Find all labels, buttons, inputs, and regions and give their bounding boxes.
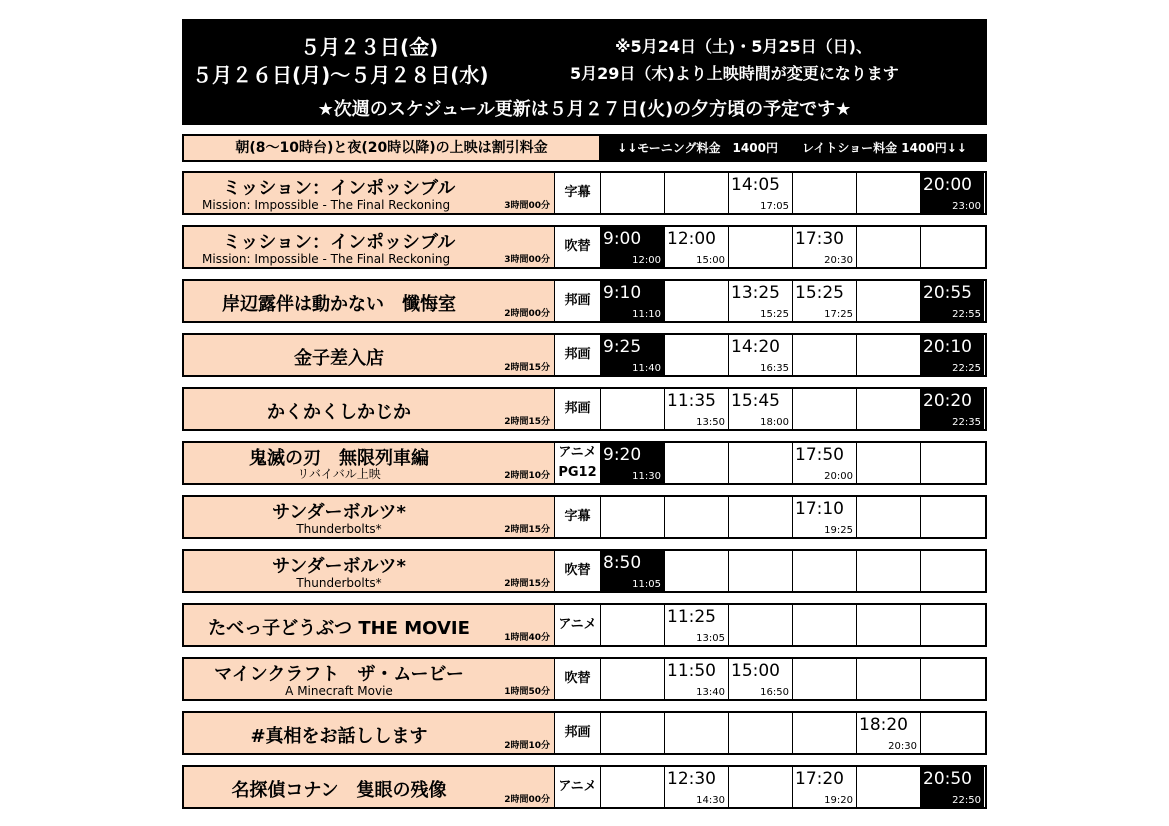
showtime-end: 11:05 [632, 579, 661, 590]
empty-slot [921, 713, 984, 753]
showtime-slot [665, 767, 729, 807]
header-dates-line1: ５月２３日(金) [300, 35, 439, 59]
format-label: 邦画 [564, 401, 591, 416]
showtime-slot [665, 227, 729, 267]
empty-slot [665, 497, 729, 537]
showtime-start: 15:45 [731, 391, 780, 411]
movie-title: 名探偵コナン 隻眼の残像 [231, 780, 447, 801]
movie-row [182, 603, 987, 647]
empty-slot [921, 227, 984, 267]
format-label: 吹替 [564, 671, 591, 686]
movie-format [555, 767, 601, 807]
movie-duration: 1時間50分 [504, 687, 550, 697]
showtime-end: 18:00 [760, 417, 789, 428]
empty-slot [601, 173, 665, 213]
empty-slot [601, 605, 665, 645]
empty-slot [665, 551, 729, 591]
movie-duration: 2時間00分 [504, 795, 550, 805]
movie-subtitle: A Minecraft Movie [285, 684, 393, 698]
movie-title: 岸辺露伴は動かない 懺悔室 [222, 294, 456, 315]
movie-row [182, 387, 987, 431]
showtime-slot [921, 389, 984, 429]
movie-subtitle: リバイバル上映 [297, 467, 381, 481]
showtime-slot [857, 713, 921, 753]
empty-slot [857, 551, 921, 591]
empty-slot [857, 335, 921, 375]
movie-row [182, 279, 987, 323]
showtime-end: 20:30 [824, 255, 853, 266]
movie-title-cell [184, 443, 555, 483]
empty-slot [665, 443, 729, 483]
empty-slot [665, 281, 729, 321]
movie-format [555, 659, 601, 699]
showtime-end: 13:40 [696, 687, 725, 698]
showtime-end: 22:35 [952, 417, 981, 428]
movie-duration: 2時間10分 [504, 471, 550, 481]
showtime-slot [793, 443, 857, 483]
showtime-start: 9:20 [603, 445, 642, 465]
empty-slot [857, 389, 921, 429]
showtime-slot [665, 389, 729, 429]
movie-title: サンダーボルツ* [272, 556, 406, 577]
showtime-slot [729, 389, 793, 429]
movie-format [555, 389, 601, 429]
empty-slot [601, 713, 665, 753]
movie-title: ミッション：インポッシブル [222, 178, 456, 199]
movie-title-cell [184, 659, 555, 699]
movie-row [182, 225, 987, 269]
movie-format [555, 551, 601, 591]
movie-title: #真相をお話しします [250, 726, 428, 747]
showtime-slot [793, 497, 857, 537]
showtime-start: 12:00 [667, 229, 716, 249]
movie-row [182, 441, 987, 485]
showtime-slot [601, 443, 665, 483]
movie-duration: 2時間15分 [504, 525, 550, 535]
movie-duration: 2時間15分 [504, 579, 550, 589]
showtime-end: 15:00 [696, 255, 725, 266]
empty-slot [729, 443, 793, 483]
movie-title-cell [184, 767, 555, 807]
empty-slot [729, 497, 793, 537]
discount-note: 朝(8～10時台)と夜(20時以降)の上映は割引料金 [184, 136, 599, 160]
movie-format [555, 335, 601, 375]
empty-slot [729, 551, 793, 591]
movie-format [555, 497, 601, 537]
empty-slot [729, 767, 793, 807]
empty-slot [921, 497, 984, 537]
movie-row [182, 549, 987, 593]
showtime-start: 17:30 [795, 229, 844, 249]
format-label: 吹替 [564, 563, 591, 578]
showtime-slot [729, 173, 793, 213]
format-label: PG12 [558, 465, 597, 480]
format-label: 邦画 [564, 725, 591, 740]
movie-title: ミッション：インポッシブル [222, 232, 456, 253]
showtime-end: 19:25 [824, 525, 853, 536]
movie-format [555, 605, 601, 645]
showtime-start: 13:25 [731, 283, 780, 303]
empty-slot [793, 389, 857, 429]
movie-title-cell [184, 497, 555, 537]
empty-slot [857, 659, 921, 699]
showtime-slot [601, 335, 665, 375]
showtime-end: 13:50 [696, 417, 725, 428]
showtime-start: 14:20 [731, 337, 780, 357]
empty-slot [857, 605, 921, 645]
format-label: アニメ [558, 445, 597, 460]
empty-slot [857, 227, 921, 267]
showtime-start: 20:50 [923, 769, 972, 789]
header-change-line2: 5月29日（木)より上映時間が変更になります [570, 64, 899, 83]
format-label: アニメ [558, 779, 597, 794]
showtime-start: 17:50 [795, 445, 844, 465]
movie-duration: 2時間00分 [504, 309, 550, 319]
showtime-slot [729, 281, 793, 321]
showtime-slot [665, 659, 729, 699]
movie-duration: 2時間10分 [504, 741, 550, 751]
showtime-start: 17:10 [795, 499, 844, 519]
movie-duration: 2時間15分 [504, 417, 550, 427]
showtime-start: 9:00 [603, 229, 642, 249]
empty-slot [729, 605, 793, 645]
showtime-slot [921, 281, 984, 321]
showtime-start: 8:50 [603, 553, 642, 573]
header-next-update: ★次週のスケジュール更新は５月２７日(火)の夕方頃の予定です★ [317, 99, 852, 120]
movie-duration: 1時間40分 [504, 633, 550, 643]
showtime-start: 9:25 [603, 337, 642, 357]
empty-slot [857, 173, 921, 213]
empty-slot [793, 605, 857, 645]
movie-row [182, 171, 987, 215]
movie-title: マインクラフト ザ・ムービー [214, 664, 464, 685]
empty-slot [665, 713, 729, 753]
showtime-slot [793, 767, 857, 807]
movie-row [182, 495, 987, 539]
showtime-end: 20:30 [888, 741, 917, 752]
movie-title: 鬼滅の刃 無限列車編 [249, 448, 429, 469]
showtime-slot [601, 227, 665, 267]
empty-slot [921, 551, 984, 591]
showtime-start: 18:20 [859, 715, 908, 735]
movie-title: たべっ子どうぶつ THE MOVIE [208, 618, 470, 639]
movie-title-cell [184, 173, 555, 213]
showtime-start: 20:20 [923, 391, 972, 411]
format-label: 邦画 [564, 347, 591, 362]
showtime-start: 11:25 [667, 607, 716, 627]
empty-slot [601, 659, 665, 699]
format-label: 字幕 [564, 509, 591, 524]
showtime-start: 17:20 [795, 769, 844, 789]
showtime-start: 11:50 [667, 661, 716, 681]
showtime-slot [793, 281, 857, 321]
empty-slot [729, 713, 793, 753]
movie-subtitle: Mission: Impossible - The Final Reckoning [202, 198, 451, 212]
showtime-end: 15:25 [760, 309, 789, 320]
empty-slot [665, 173, 729, 213]
showtime-start: 15:00 [731, 661, 780, 681]
movie-title: 金子差入店 [294, 348, 384, 369]
movie-row [182, 333, 987, 377]
discount-prices: ↓↓モーニング料金 1400円 レイトショー料金 1400円↓↓ [599, 136, 985, 160]
empty-slot [665, 335, 729, 375]
format-label: 吹替 [564, 239, 591, 254]
showtime-start: 15:25 [795, 283, 844, 303]
showtime-slot [793, 227, 857, 267]
movie-title-cell [184, 605, 555, 645]
showtime-start: 20:10 [923, 337, 972, 357]
movie-format [555, 281, 601, 321]
showtime-end: 11:40 [632, 363, 661, 374]
movie-duration: 3時間00分 [504, 255, 550, 265]
movie-title-cell [184, 713, 555, 753]
header-change-line1: ※5月24日（土)・5月25日（日)、 [615, 37, 872, 56]
format-label: 邦画 [564, 293, 591, 308]
showtime-end: 17:05 [760, 201, 789, 212]
movie-title-cell [184, 389, 555, 429]
showtime-slot [921, 173, 984, 213]
format-label: 字幕 [564, 185, 591, 200]
empty-slot [921, 605, 984, 645]
showtime-slot [729, 659, 793, 699]
movie-title-cell [184, 227, 555, 267]
showtime-end: 22:25 [952, 363, 981, 374]
movie-duration: 3時間00分 [504, 201, 550, 211]
showtime-end: 13:05 [696, 633, 725, 644]
empty-slot [793, 551, 857, 591]
discount-banner [182, 134, 987, 162]
showtime-end: 20:00 [824, 471, 853, 482]
movie-subtitle: Thunderbolts* [296, 522, 382, 536]
movie-row [182, 657, 987, 701]
showtime-slot [601, 281, 665, 321]
showtime-slot [601, 551, 665, 591]
movie-format [555, 227, 601, 267]
empty-slot [601, 389, 665, 429]
showtime-slot [665, 605, 729, 645]
showtime-end: 16:50 [760, 687, 789, 698]
movie-row [182, 765, 987, 809]
empty-slot [729, 227, 793, 267]
empty-slot [601, 767, 665, 807]
showtime-start: 20:00 [923, 175, 972, 195]
empty-slot [857, 443, 921, 483]
movie-title: かくかくしかじか [267, 402, 411, 423]
movie-title-cell [184, 551, 555, 591]
showtime-end: 17:25 [824, 309, 853, 320]
empty-slot [793, 713, 857, 753]
showtime-slot [921, 335, 984, 375]
movie-title-cell [184, 281, 555, 321]
showtime-start: 9:10 [603, 283, 642, 303]
showtime-end: 11:30 [632, 471, 661, 482]
movie-subtitle: Mission: Impossible - The Final Reckoning [202, 252, 451, 266]
showtime-end: 22:50 [952, 795, 981, 806]
showtime-slot [921, 767, 984, 807]
empty-slot [921, 443, 984, 483]
header-dates-line2: ５月２６日(月)～５月２８日(水) [192, 63, 489, 87]
showtime-end: 12:00 [632, 255, 661, 266]
movie-format [555, 173, 601, 213]
movie-duration: 2時間15分 [504, 363, 550, 373]
movie-subtitle: Thunderbolts* [296, 576, 382, 590]
movie-format [555, 443, 601, 483]
empty-slot [857, 281, 921, 321]
schedule-header [182, 19, 987, 125]
format-label: アニメ [558, 617, 597, 632]
empty-slot [857, 497, 921, 537]
empty-slot [793, 335, 857, 375]
empty-slot [601, 497, 665, 537]
empty-slot [793, 173, 857, 213]
showtime-end: 22:55 [952, 309, 981, 320]
showtime-end: 23:00 [952, 201, 981, 212]
showtime-start: 11:35 [667, 391, 716, 411]
showtime-start: 20:55 [923, 283, 972, 303]
showtime-start: 14:05 [731, 175, 780, 195]
movie-row [182, 711, 987, 755]
empty-slot [793, 659, 857, 699]
empty-slot [857, 767, 921, 807]
showtime-end: 16:35 [760, 363, 789, 374]
showtime-slot [729, 335, 793, 375]
showtime-start: 12:30 [667, 769, 716, 789]
movie-format [555, 713, 601, 753]
empty-slot [921, 659, 984, 699]
movie-title-cell [184, 335, 555, 375]
showtime-end: 14:30 [696, 795, 725, 806]
showtime-end: 19:20 [824, 795, 853, 806]
showtime-end: 11:10 [632, 309, 661, 320]
movie-title: サンダーボルツ* [272, 502, 406, 523]
